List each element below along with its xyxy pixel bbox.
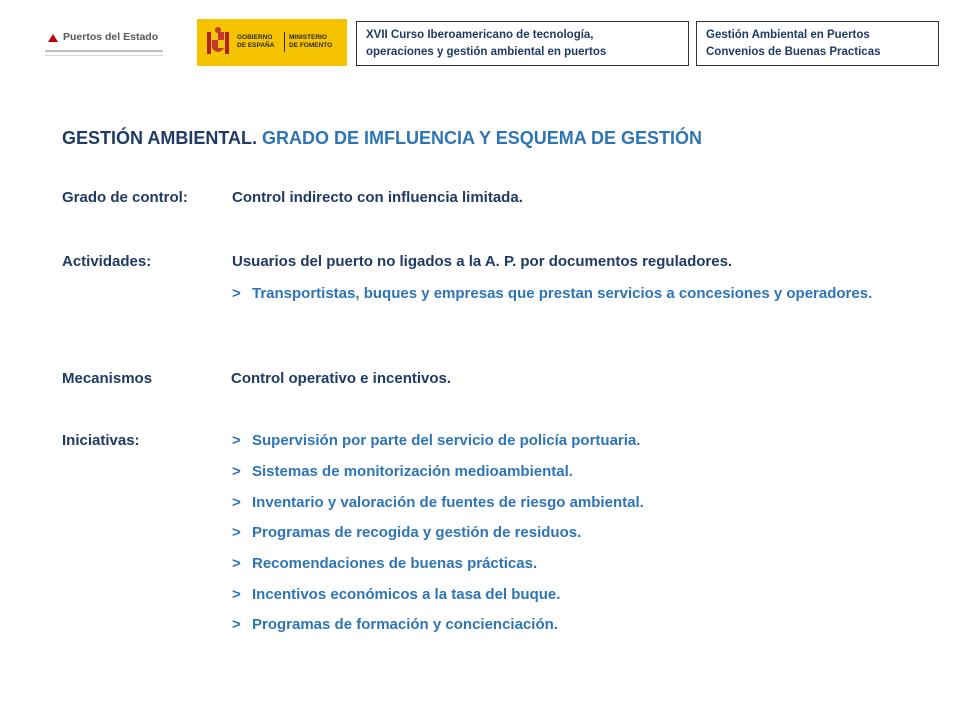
iniciativa-text: Inventario y valoración de fuentes de riesgo ambiental.: [252, 494, 644, 511]
topic-line1: Gestión Ambiental en Puertos: [706, 29, 870, 41]
logo-separator: [284, 32, 285, 52]
gobierno-text: [237, 34, 274, 50]
ministerio-line2: DE FOMENTO: [289, 42, 333, 49]
logo-underline-thin: [45, 55, 163, 56]
mecanismos-value: Control operativo e incentivos.: [231, 370, 452, 387]
title-part2: GRADO DE IMFLUENCIA Y ESQUEMA DE GESTIÓN: [262, 128, 703, 148]
grado-value: Control indirecto con influencia limitada.: [232, 189, 523, 206]
actividades-label: Actividades:: [62, 253, 152, 270]
iniciativa-text: Incentivos económicos a la tasa del buque.: [252, 586, 561, 603]
gobierno-line2: DE ESPAÑA: [237, 42, 275, 49]
course-title-line1: XVII Curso Iberoamericano de tecnología,: [366, 29, 594, 41]
bullet-arrow: >: [232, 586, 241, 603]
gobierno-espana-logo: [197, 19, 347, 66]
topic-box: [696, 21, 939, 66]
bullet-arrow: >: [232, 494, 241, 511]
iniciativa-text: Programas de formación y concienciación.: [252, 616, 558, 633]
logo-underline: [45, 50, 163, 52]
puertos-logo-text: Puertos del Estado: [63, 31, 159, 43]
iniciativa-item: [232, 555, 537, 572]
bullet-arrow: >: [232, 432, 241, 449]
grado-label: Grado de control:: [62, 189, 188, 206]
actividades-value: Usuarios del puerto no ligados a la A. P. por documentos reguladores.: [232, 253, 733, 270]
course-title-line2: operaciones y gestión ambiental en puertos: [366, 46, 607, 58]
gobierno-line1: GOBIERNO: [237, 34, 273, 41]
puertos-del-estado-logo: [45, 26, 170, 62]
iniciativa-item: [232, 463, 573, 480]
bullet-arrow: >: [232, 463, 241, 480]
iniciativa-item: [232, 616, 558, 633]
course-title-box: [356, 21, 689, 66]
bullet-arrow: >: [232, 616, 241, 633]
iniciativa-item: [232, 586, 560, 603]
title-part1: GESTIÓN AMBIENTAL.: [62, 128, 257, 148]
topic-line2: Convenios de Buenas Practicas: [706, 46, 881, 58]
iniciativa-text: Programas de recogida y gestión de residuos.: [252, 524, 582, 541]
iniciativa-item: [232, 524, 581, 541]
iniciativa-item: [232, 494, 644, 511]
bullet-arrow: >: [232, 555, 241, 572]
actividades-sub-text: Transportistas, buques y empresas que prestan servicios a concesiones y operadores.: [252, 285, 873, 302]
coat-of-arms-icon: [206, 26, 230, 59]
iniciativa-text: Sistemas de monitorización medioambiental.: [252, 463, 573, 480]
bullet-arrow: >: [232, 285, 241, 302]
mecanismos-label: Mecanismos: [62, 370, 153, 387]
bullet-arrow: >: [232, 524, 241, 541]
iniciativa-text: Recomendaciones de buenas prácticas.: [252, 555, 538, 572]
actividades-sub-item: [232, 281, 897, 307]
ministerio-line1: MINISTERIO: [289, 34, 327, 41]
puertos-logo-icon: [47, 32, 59, 44]
iniciativa-text: Supervisión por parte del servicio de policía portuaria.: [252, 432, 641, 449]
iniciativa-item: [232, 432, 640, 449]
slide-title: [62, 128, 702, 149]
ministerio-text: [289, 34, 332, 50]
iniciativas-label: Iniciativas:: [62, 432, 140, 449]
